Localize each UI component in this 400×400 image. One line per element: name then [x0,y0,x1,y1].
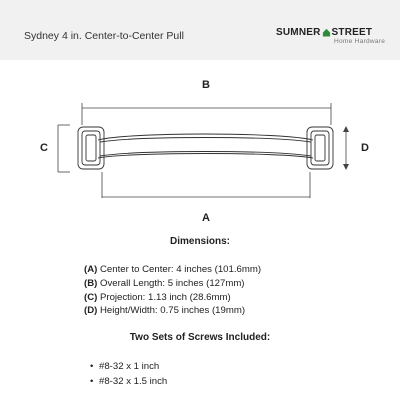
dimension-text: Height/Width: 0.75 inches (19mm) [97,305,246,317]
dimension-key: (B) [84,277,98,289]
screws-heading: Two Sets of Screws Included: [129,332,271,343]
screws-list [90,360,167,389]
dimension-item [84,304,261,318]
dimension-text: Projection: 1.13 inch (28.6mm) [97,291,231,303]
dimension-key: (C) [84,291,98,303]
product-title: Sydney 4 in. Center-to-Center Pull [24,30,184,42]
dimensions-list [84,263,261,318]
screw-text: #8-32 x 1 inch [99,361,160,372]
label-a: A [202,212,210,224]
dimension-key: (D) [84,305,98,317]
label-d: D [361,142,369,154]
label-b: B [202,79,210,91]
dimension-c-bracket [58,125,70,172]
house-icon [322,28,331,37]
bullet: • [90,375,94,387]
screw-item [90,360,167,375]
dimensions-heading: Dimensions: [169,236,230,247]
brand-logo [276,27,385,45]
dimension-item [84,263,261,277]
brand-name-part1: SUMNER [276,27,321,38]
pull-handle [78,127,333,169]
label-c: C [40,142,48,154]
dimension-item [84,277,261,291]
screw-text: #8-32 x 1.5 inch [99,375,168,387]
brand-subtitle: Home Hardware [334,38,386,45]
dimension-d-arrow [343,126,349,170]
brand-name [276,27,385,38]
brand-name-part2: STREET [331,27,373,38]
dimension-a-line [102,172,310,198]
screw-item [90,375,167,390]
bullet: • [90,361,94,372]
dimension-item [84,291,261,305]
dimension-diagram [0,60,400,230]
dimension-key: (A) [84,264,98,275]
dimension-text: Overall Length: 5 inches (127mm) [97,277,245,289]
dimension-b-line [82,103,331,125]
dimension-text: Center to Center: 4 inches (101.6mm) [97,264,262,275]
header-bar [0,0,400,60]
